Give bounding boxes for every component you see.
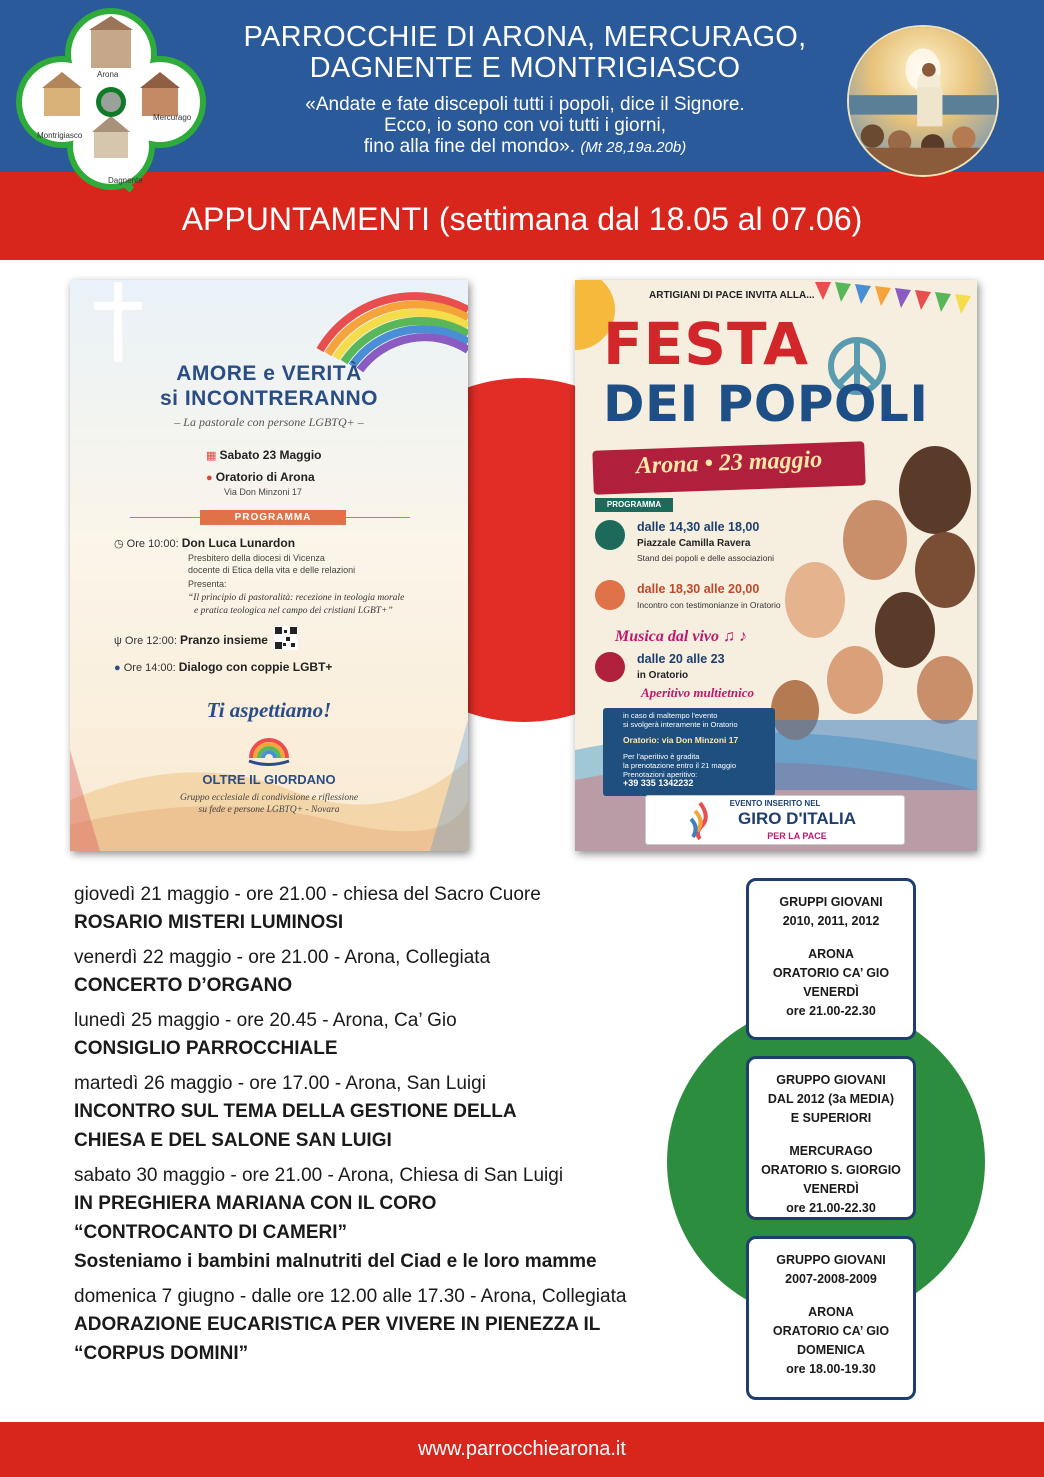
slot-3-time: dalle 20 alle 23 [637,652,725,666]
oltre-il-giordano-logo [247,728,291,768]
poster-left-aspettiamo: Ti aspettiamo! [206,698,332,722]
event-date: lunedì 25 maggio - ore 20.45 - Arona, Ca’ Gio [74,1010,457,1031]
poster-left-title-1: AMORE e VERITÀ [176,362,362,385]
poster-left-slot-3 [114,660,332,674]
location-pin-icon: ● [206,472,213,484]
slot-1-speaker: Don Luca Lunardon [181,536,296,550]
events-list [74,882,714,1376]
group-spacer [749,1128,913,1142]
group-spacer [749,1289,913,1303]
poster-left-date [206,448,322,462]
footer-band [0,1422,1044,1477]
poster-left-date-text: Sabato 23 Maggio [219,448,322,462]
quote-line-3 [200,136,850,158]
quote-line-1: «Andate e fate discepoli tutti i popoli, dice il Signore. [305,94,745,115]
group-detail-line: DOMENICA [796,1343,866,1357]
group-detail-line: VENERDÌ [803,1182,859,1196]
giro-line-1: EVENTO INSERITO NEL [729,799,821,808]
logo-label-arona: Arona [97,70,119,79]
event-title: “CORPUS DOMINI” [74,1343,249,1364]
logo-label-montrigiasco: Montrigiasco [37,131,83,140]
poster-right-programma: PROGRAMMA [595,498,673,512]
event-date: sabato 30 maggio - ore 21.00 - Arona, Chiesa di San Luigi [74,1165,564,1186]
giro-line-3: PER LA PACE [767,831,827,841]
info-line-6: Prenotazioni aperitivo: [623,770,698,779]
quote-line-2: Ecco, io sono con voi tutti i giorni, [384,115,666,136]
poster-left-subtitle: – La pastorale con persone LGBTQ+ – [174,415,364,429]
talk-line-1: “Il principio di pastoralità: recezione in teologia morale [188,593,405,603]
poster-left-org: OLTRE IL GIORDANO [202,772,336,787]
poster-right-festa: FESTA [603,310,809,378]
slot-1-time: dalle 14,30 alle 18,00 [637,520,760,534]
youth-group-box [746,1236,916,1400]
poster-right-aperitivo: Aperitivo multietnico [641,685,755,700]
event-title: “CONTROCANTO DI CAMERI” [74,1222,348,1243]
event-item [74,1284,714,1368]
slot-3-text: Dialogo con coppie LGBT+ [178,660,333,674]
slot-1-desc: Stand dei popoli e delle associazioni [637,553,775,563]
title-line-2: DAGNENTE E MONTRIGIASCO [309,52,741,84]
poster-right-arona-date: Arona • 23 maggio [635,446,823,480]
poster-left-org-sub-2: su fede e persone LGBTQ+ - Novara [198,805,340,815]
group-detail-line: ORATORIO CA’ GIO [772,1324,890,1338]
group-detail-line: ARONA [808,1305,854,1319]
poster-left-slot-2 [114,633,268,647]
logo-label-mercurago: Mercurago [153,113,192,122]
info-line-3: Oratorio: via Don Minzoni 17 [623,735,739,745]
event-title: ADORAZIONE EUCARISTICA PER VIVERE IN PIENEZZA IL [74,1314,601,1335]
poster-left-address: Via Don Minzoni 17 [224,487,302,497]
poster-festa-dei-popoli [575,280,977,851]
group-detail-line: ore 21.00-22.30 [786,1004,876,1018]
group-detail-line: MERCURAGO [789,1144,873,1158]
event-title: IN PREGHIERA MARIANA CON IL CORO [74,1193,437,1214]
presenta-label: Presenta: [188,579,227,589]
speaker-role-2: docente di Etica della vita e delle relazioni [188,565,356,575]
chat-bubble-icon: ● [114,662,121,674]
qr-code-icon [274,626,298,650]
slot-2-time: dalle 18,30 alle 20,00 [637,582,760,596]
event-item [74,1163,714,1276]
quote-reference: (Mt 28,19a.20b) [580,139,687,156]
event-date: venerdì 22 maggio - ore 21.00 - Arona, Collegiata [74,947,491,968]
gospel-quote [200,94,850,158]
info-line-5: la prenotazione entro il 21 maggio [623,761,736,770]
event-item [74,945,714,1000]
slot-1-place: Piazzale Camilla Ravera [637,538,751,549]
section-title: APPUNTAMENTI (settimana dal 18.05 al 07.06) [181,201,863,237]
event-title: ROSARIO MISTERI LUMINOSI [74,912,344,933]
event-date: martedì 26 maggio - ore 17.00 - Arona, San Luigi [74,1073,486,1094]
slot-2-text: Pranzo insieme [179,633,268,647]
moon-icon [595,652,625,682]
group-heading-line: GRUPPI GIOVANI [779,895,883,909]
info-line-2: si svolgerà interamente in Oratorio [623,720,738,729]
quote-line-3-text: fino alla fine del mondo». [363,136,576,157]
speaker-role-1: Presbitero della diocesi di Vicenza [188,553,325,563]
people-icon [595,580,625,610]
group-detail-line: ore 21.00-22.30 [786,1201,876,1215]
poster-left-title-2: si INCONTRERANNO [159,387,378,410]
slot-2-time: Ore 12:00: [124,635,177,647]
slot-1-time: Ore 10:00: [126,538,179,550]
parishes-clover-logo [16,6,206,192]
talk-line-2: e pratica teologica nel campo dei cristiani LGBT+” [194,606,393,616]
event-title: INCONTRO SUL TEMA DELLA GESTIONE DELLA [74,1101,517,1122]
info-line-4: Per l'aperitivo è gradita [623,752,700,761]
event-item [74,1071,714,1155]
event-title: CHIESA E DEL SALONE SAN LUIGI [74,1130,392,1151]
website-link[interactable]: www.parrocchiearona.it [418,1438,626,1460]
poster-left-place-text: Oratorio di Arona [215,470,315,484]
poster-left-slot-1 [114,536,295,550]
calendar-icon: ▦ [206,450,217,462]
event-title: CONSIGLIO PARROCCHIALE [74,1038,338,1059]
youth-group-box [746,878,916,1040]
group-heading-line: DAL 2012 (3a MEDIA) [767,1092,895,1106]
jesus-with-people-image [847,25,999,177]
cutlery-icon: ψ [114,635,122,647]
group-spacer [749,931,913,945]
title-line-1: PARROCCHIE DI ARONA, MERCURAGO, [243,21,807,53]
slot-3-place: in Oratorio [637,670,689,681]
info-line-1: in caso di maltempo l'evento [623,711,718,720]
event-title: Sosteniamo i bambini malnutriti del Ciad e le loro mamme [74,1251,597,1272]
info-line-7: +39 335 1342232 [623,778,694,788]
poster-right-popoli: DEI POPOLI [603,375,929,433]
group-heading-line: GRUPPO GIOVANI [776,1253,886,1267]
parishes-title [200,22,850,84]
logo-label-dagnente: Dagnente [108,176,143,185]
group-detail-line: ARONA [808,947,854,961]
giro-line-2: GIRO D'ITALIA [738,809,856,828]
poster-left-programma: PROGRAMMA [200,510,346,525]
group-detail-line: ORATORIO CA’ GIO [772,966,890,980]
group-heading-line: GRUPPO GIOVANI [776,1073,886,1087]
youth-group-box [746,1056,916,1220]
slot-2-desc: Incontro con testimonianze in Oratorio [637,600,781,610]
poster-amore-e-verita [70,280,468,851]
group-heading-line: 2010, 2011, 2012 [782,914,880,928]
poster-left-org-sub-1: Gruppo ecclesiale di condivisione e riflessione [179,793,359,803]
clock-icon: ◷ [114,538,124,550]
group-heading-line: 2007-2008-2009 [785,1272,877,1286]
event-date: giovedì 21 maggio - ore 21.00 - chiesa del Sacro Cuore [74,884,541,905]
event-item [74,882,714,937]
event-title: CONCERTO D’ORGANO [74,975,293,996]
poster-right-musica: Musica dal vivo ♫ ♪ [615,628,747,645]
group-detail-line: ORATORIO S. GIORGIO [761,1163,901,1177]
slot-3-time: Ore 14:00: [123,662,176,674]
event-date: domenica 7 giugno - dalle ore 12.00 alle 17.30 - Arona, Collegiata [74,1286,627,1307]
event-item [74,1008,714,1063]
group-detail-line: VENERDÌ [803,985,859,999]
group-heading-line: E SUPERIORI [790,1111,872,1125]
poster-left-place [206,470,315,484]
clock-icon [595,520,625,550]
group-detail-line: ore 18.00-19.30 [786,1362,876,1376]
poster-right-invite: ARTIGIANI DI PACE INVITA ALLA... [649,290,815,301]
